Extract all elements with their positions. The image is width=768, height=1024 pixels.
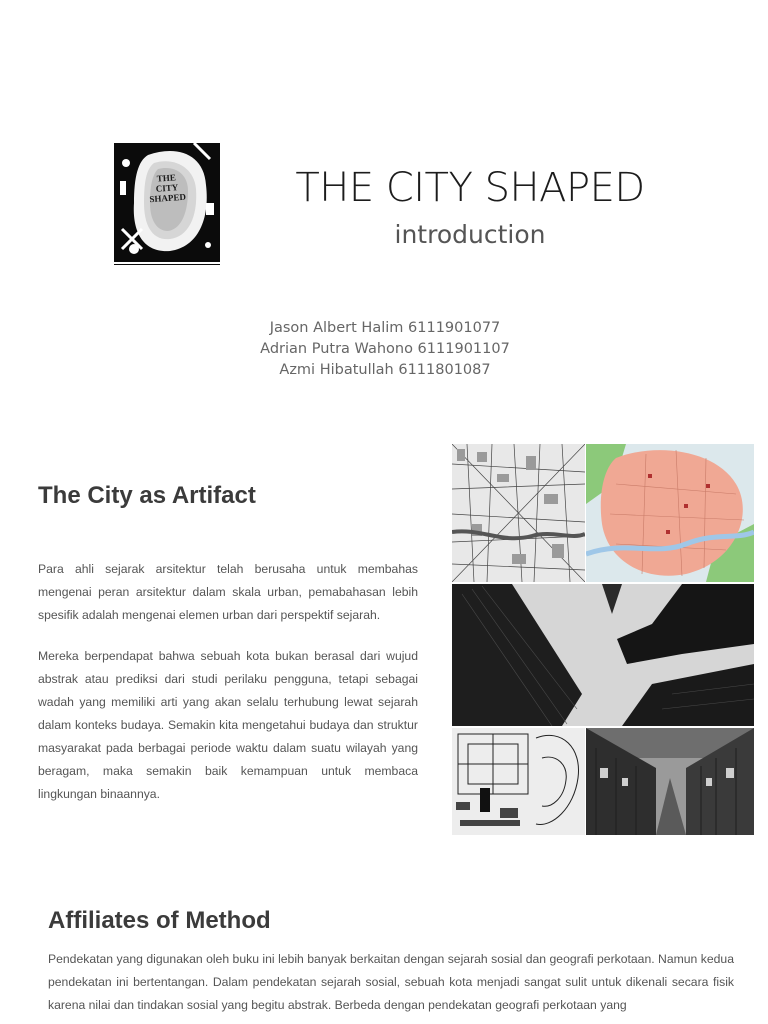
color-city-map-image <box>586 444 754 582</box>
architectural-plan-drawing-image <box>452 728 585 835</box>
black-white-city-map-image <box>452 444 585 582</box>
book-cover-title: THE CITY SHAPED <box>149 172 187 205</box>
method-paragraph: Pendekatan yang digunakan oleh buku ini lebih banyak berkaitan dengan sejarah sosial dan geografi perkotaan. Namun kedua pendekatan ini bertentangan. Dalam pendekatan sejarah sosial, sebuah kota menjadi sangat sulit untuk dikenali secara fisik karena nilai dan tindakan sosial yang begitu abstrak. Berbeda dengan pendekatan geografi perkotaan yang <box>48 952 734 1012</box>
author-list <box>200 318 570 381</box>
artifact-paragraph-1: Para ahli sejarak arsitektur telah berusaha untuk membahas mengenai peran arsitektur dalam skala urban, pemabahasan lebih spesifik adalah mengenai elemen urban dari perspektif sejarah. <box>38 562 418 622</box>
author-line: Azmi Hibatullah 6111801087 <box>279 362 491 378</box>
old-street-photo-image <box>586 728 754 835</box>
author-line: Adrian Putra Wahono 6111901107 <box>260 341 510 357</box>
page-title: THE CITY SHAPED <box>295 165 645 211</box>
section-heading-artifact: The City as Artifact <box>38 482 256 509</box>
page-subtitle: introduction <box>394 220 546 249</box>
section-heading-method: Affiliates of Method <box>48 907 271 934</box>
skyscrapers-image <box>452 584 754 726</box>
author-line: Jason Albert Halim 6111901077 <box>269 320 501 336</box>
city-images-collage <box>452 444 754 835</box>
book-cover-image <box>114 133 220 275</box>
artifact-paragraph-2: Mereka berpendapat bahwa sebuah kota bukan berasal dari wujud abstrak atau prediksi dari studi perilaku pengguna, tetapi sebagai wadah yang memiliki arti yang akan selalu terhubung lewat sejarah dalam konteks budaya. Semakin kita mengetahui budaya dan struktur masyarakat pada berbagai periode waktu dalam suatu wilayah yang beragam, maka semakin baik kemampuan untuk membaca lingkungan binaannya. <box>38 649 418 801</box>
